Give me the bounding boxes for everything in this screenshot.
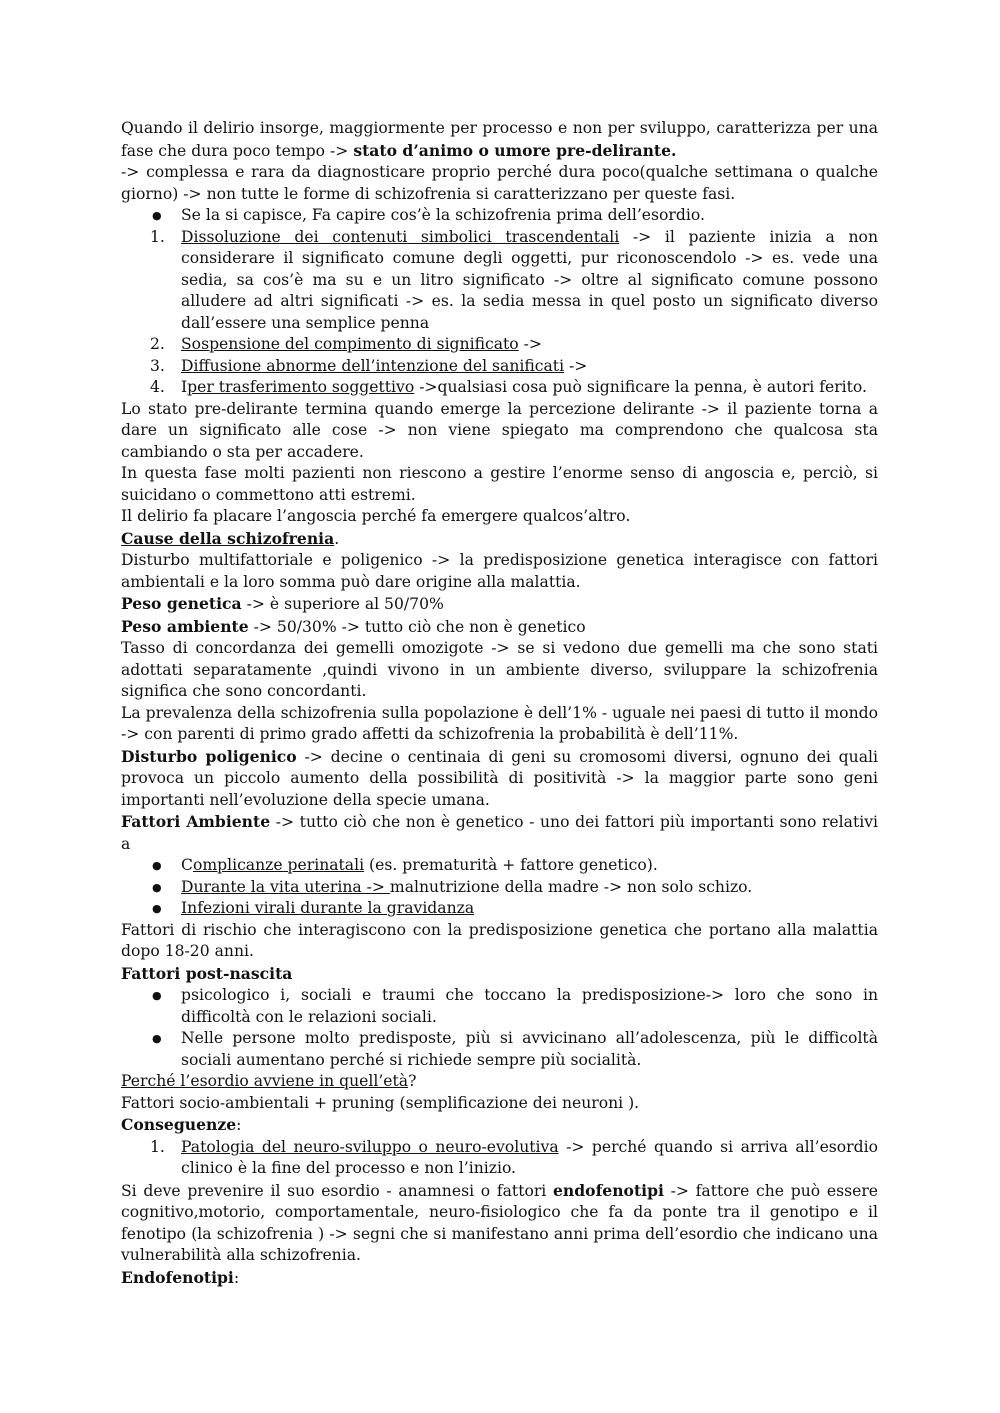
section-heading-post-nascita: Fattori post-nascita bbox=[121, 963, 293, 983]
paragraph: Il delirio fa placare l’angoscia perché fa emergere qualcos’altro. bbox=[121, 507, 631, 525]
section-heading-cause: Cause della schizofrenia. bbox=[121, 528, 340, 548]
numbered-item: 1. Patologia del neuro-sviluppo o neuro-evolutiva -> perché quando si arriva all’esordio clinico è la fine del processo e non l’inizio. bbox=[150, 1137, 878, 1177]
term-pre-delirante: stato d’animo o umore pre-delirante. bbox=[353, 140, 677, 160]
numbered-item: 3. Diffusione abnorme dell’intenzione del sanificati -> bbox=[150, 356, 588, 375]
bullet-item: ● Durante la vita uterina -> malnutrizione della madre -> non solo schizo. bbox=[121, 877, 878, 899]
paragraph: Peso genetica -> è superiore al 50/70% bbox=[121, 594, 444, 613]
paragraph: La prevalenza della schizofrenia sulla popolazione è dell’1% - uguale nei paesi di tutto il mondo -> con parenti di primo grado affetti da schizofrenia la probabilità è dell’11%. bbox=[121, 703, 878, 743]
paragraph: Peso ambiente -> 50/30% -> tutto ciò che non è genetico bbox=[121, 616, 586, 636]
bullet-item: ● Complicanze perinatali (es. prematurità + fattore genetico). bbox=[121, 855, 878, 877]
bullet-icon: ● bbox=[152, 880, 162, 894]
bullet-icon: ● bbox=[152, 209, 162, 222]
document-page bbox=[121, 118, 878, 1289]
paragraph: Fattori socio-ambientali + pruning (semplificazione dei neuroni ). bbox=[121, 1093, 640, 1112]
paragraph: Tasso di concordanza dei gemelli omozigote -> se si vedono due gemelli ma che sono stati adottati separatamente ,quindi vivono in un ambiente diverso, sviluppare la schizofrenia significa che sono concordanti. bbox=[121, 639, 878, 700]
paragraph: Lo stato pre-delirante termina quando emerge la percezione delirante -> il paziente torna a dare un significato alle cose -> non viene spiegato ma comprendono che qualcosa sta cambiando o sta per accadere. bbox=[121, 399, 878, 461]
paragraph-intro: Quando il delirio insorge, maggiormente per processo e non per sviluppo, caratterizza per una fase che dura poco tempo -> stato d’animo o umore pre-delirante. bbox=[121, 119, 878, 160]
bullet-item: ● Nelle persone molto predisposte, più si avvicinano all’adolescenza, più le difficoltà sociali aumentano perché si richiede sempre più socialità. bbox=[152, 1029, 878, 1069]
section-heading-endofenotipi: Endofenotipi: bbox=[121, 1267, 240, 1287]
bullet-icon: ● bbox=[152, 1032, 162, 1045]
bullet-icon: ● bbox=[152, 902, 162, 915]
bullet-icon: ● bbox=[152, 859, 162, 872]
bullet-item: ● Infezioni virali durante la gravidanza bbox=[121, 898, 878, 920]
paragraph: Disturbo poligenico -> decine o centinaia di geni su cromosomi diversi, ognuno dei quali provoca un piccolo aumento della possibilità di positività -> la maggior parte sono geni importanti nell’evoluzione della specie umana. bbox=[121, 746, 878, 809]
bullet-icon: ● bbox=[152, 989, 162, 1002]
numbered-item: 1. Dissoluzione dei contenuti simbolici trascendentali -> il paziente inizia a non considerare il significato comune degli oggetti, pur riconoscendolo -> es. vede una sedia, sa cos’è ma su e un litro significato -> oltre al significato comune possono alludere ad altri significati -> es. la sedia messa in quel posto un significato diverso dall’essere una semplice penna bbox=[150, 227, 878, 332]
paragraph-diagnosis: -> complessa e rara da diagnosticare proprio perché dura poco(qualche settimana o qualche giorno) -> non tutte le forme di schizofrenia si caratterizzano per queste fasi. bbox=[121, 163, 878, 203]
paragraph: Fattori Ambiente -> tutto ciò che non è genetico - uno dei fattori più importanti sono relativi a bbox=[121, 812, 878, 853]
paragraph: Si deve prevenire il suo esordio - anamnesi o fattori endofenotipi -> fattore che può essere cognitivo,motorio, comportamentale, neuro-fisiologico che fa da ponte tra il genotipo e il fenotipo (la schizofrenia ) -> segni che si manifestano anni prima dell’esordio che indicano una vulnerabilità alla schizofrenia. bbox=[121, 1180, 879, 1264]
paragraph: Fattori di rischio che interagiscono con la predisposizione genetica che portano alla malattia dopo 18-20 anni. bbox=[121, 920, 878, 960]
bullet-item: ● psicologico i, sociali e traumi che toccano la predisposizione-> loro che sono in difficoltà con le relazioni sociali. bbox=[152, 986, 878, 1026]
numbered-item: 4. Iper trasferimento soggettivo ->qualsiasi cosa può significare la penna, è autori ferito. bbox=[150, 378, 867, 396]
section-heading-conseguenze: Conseguenze: bbox=[121, 1115, 242, 1134]
bullet-item: ● Se la si capisce, Fa capire cos’è la schizofrenia prima dell’esordio. bbox=[121, 205, 878, 227]
paragraph: Disturbo multifattoriale e poligenico -> la predisposizione genetica interagisce con fattori ambientali e la loro somma può dare origine alla malattia. bbox=[121, 551, 878, 591]
numbered-item: 2. Sospensione del compimento di significato -> bbox=[150, 335, 542, 353]
paragraph: In questa fase molti pazienti non riescono a gestire l’enorme senso di angoscia e, perciò, si suicidano o commettono atti estremi. bbox=[121, 464, 878, 504]
question-heading: Perché l’esordio avviene in quell’età? bbox=[121, 1072, 417, 1090]
